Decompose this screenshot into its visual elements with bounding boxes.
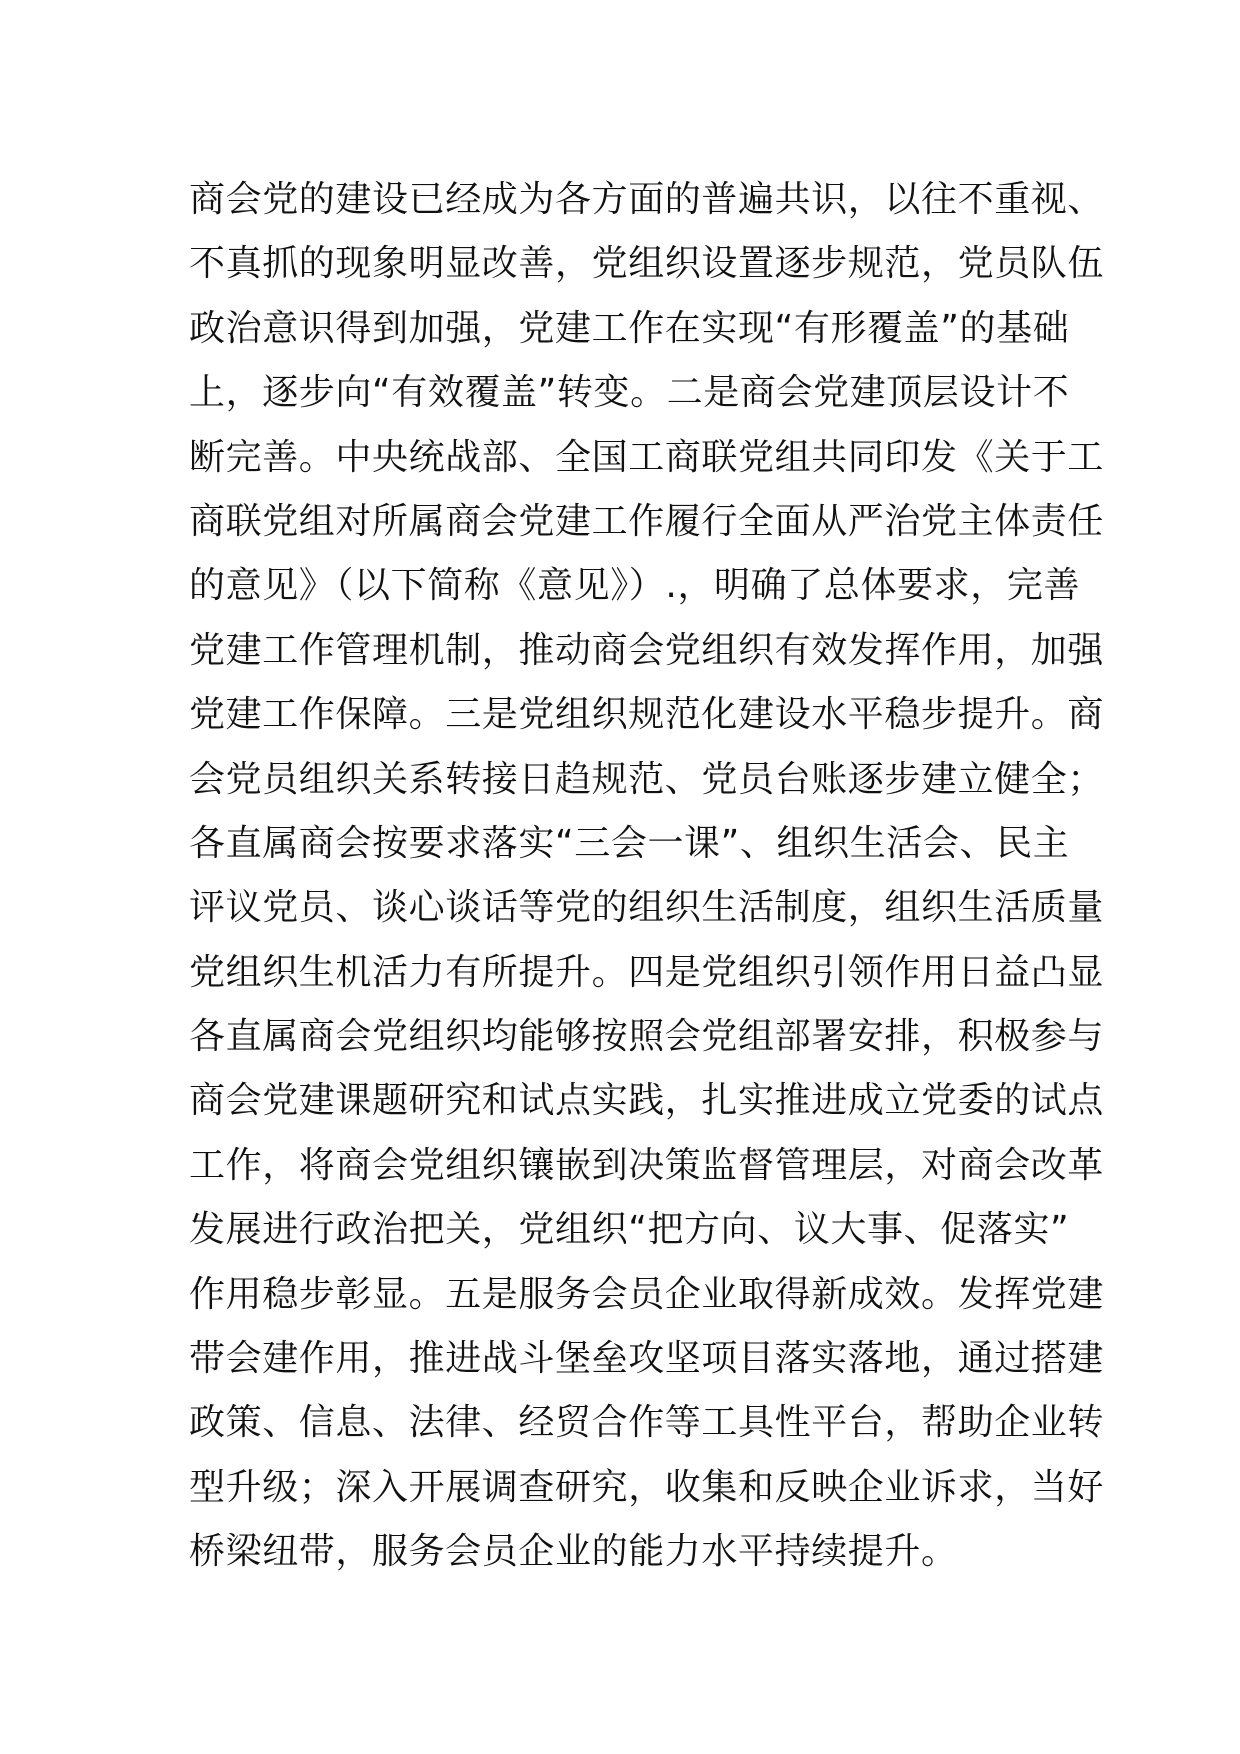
text-line: 带会建作用，推进战斗堡垒攻坚项目落实落地，通过搭建 <box>189 1338 1105 1380</box>
text-line: 的意见》（以下简称《意见》）.，明确了总体要求，完善 <box>189 565 1081 607</box>
text-line: 会党员组织关系转接日趋规范、党员台账逐步建立健全； <box>189 758 1105 800</box>
text-line: 断完善。中央统战部、全国工商联党组共同印发《关于工 <box>189 436 1105 478</box>
text-line: 商会党建课题研究和试点实践，扎实推进成立党委的试点 <box>189 1080 1105 1122</box>
text-line: 党建工作管理机制，推动商会党组织有效发挥作用，加强 <box>189 629 1105 671</box>
text-line: 党组织生机活力有所提升。四是党组织引领作用日益凸显 <box>189 951 1105 993</box>
text-line: 发展进行政治把关，党组织“把方向、议大事、促落实” <box>189 1209 1070 1251</box>
text-line: 商联党组对所属商会党建工作履行全面从严治党主体责任 <box>189 500 1105 542</box>
text-line: 政策、信息、法律、经贸合作等工具性平台，帮助企业转 <box>189 1402 1105 1444</box>
text-line: 各直属商会按要求落实“三会一课”、组织生活会、民主 <box>189 822 1070 864</box>
text-line: 工作，将商会党组织镶嵌到决策监督管理层，对商会改革 <box>189 1144 1105 1186</box>
text-line: 商会党的建设已经成为各方面的普遍共识，以往不重视、 <box>189 179 1105 220</box>
text-line: 评议党员、谈心谈话等党的组织生活制度，组织生活质量 <box>189 887 1105 929</box>
text-line: 政治意识得到加强，党建工作在实现“有形覆盖”的基础 <box>189 307 1070 349</box>
text-line: 作用稳步彰显。五是服务会员企业取得新成效。发挥党建 <box>189 1273 1105 1315</box>
text-line: 型升级；深入开展调查研究，收集和反映企业诉求，当好 <box>189 1466 1105 1508</box>
body-paragraph <box>189 168 1105 1585</box>
text-line: 党建工作保障。三是党组织规范化建设水平稳步提升。商 <box>189 694 1105 736</box>
text-line: 各直属商会党组织均能够按照会党组部署安排，积极参与 <box>189 1016 1105 1058</box>
text-line: 桥梁纽带，服务会员企业的能力水平持续提升。 <box>189 1531 958 1573</box>
text-line: 上，逐步向“有效覆盖”转变。二是商会党建顶层设计不 <box>189 372 1070 414</box>
text-line: 不真抓的现象明显改善，党组织设置逐步规范，党员队伍 <box>189 243 1105 285</box>
